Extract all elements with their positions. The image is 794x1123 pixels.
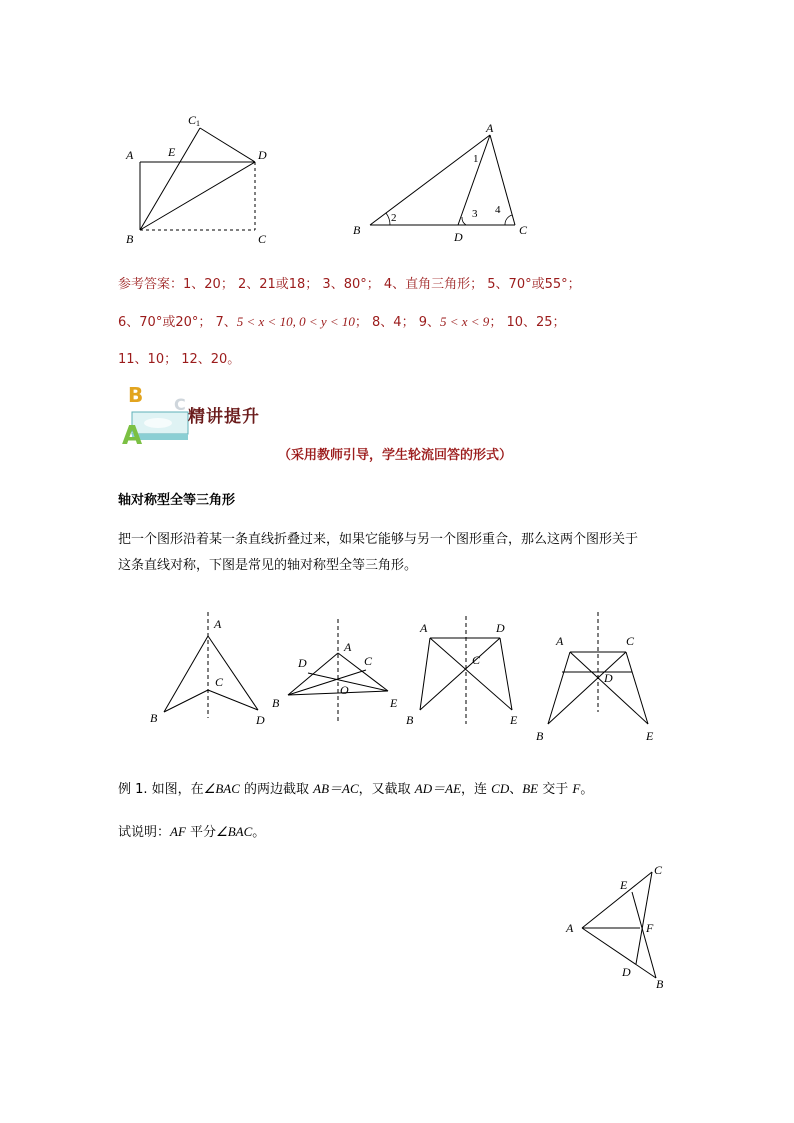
abc-book-icon bbox=[118, 380, 190, 450]
example-text-1: 的两边截取 bbox=[239, 782, 314, 797]
topic-heading: 轴对称型全等三角形 bbox=[118, 493, 236, 508]
answers-line-1: 参考答案：1、20； 2、21或18； 3、80°； 4、直角三角形； 5、70°或55°； bbox=[118, 277, 581, 292]
answers-line-2 bbox=[118, 303, 678, 341]
example-eq-1: AB＝AC bbox=[313, 781, 359, 796]
section-title: 精讲提升 bbox=[188, 407, 260, 427]
label-d: D bbox=[496, 621, 505, 635]
answers-line-3: 11、10； 12、20。 bbox=[118, 352, 241, 367]
figure-example-1 bbox=[560, 858, 680, 998]
example-text-2: ，又截取 bbox=[358, 782, 415, 797]
logo-letter-a: A bbox=[122, 421, 143, 450]
label-a: A bbox=[566, 921, 574, 935]
answers-7-math: 5 < x < 10, 0 < y < 10 bbox=[236, 314, 355, 329]
example-end: 。 bbox=[580, 782, 594, 797]
label-d: D bbox=[256, 713, 265, 727]
label-c1-sub: 1 bbox=[196, 119, 200, 128]
example-seg-be: BE bbox=[522, 781, 539, 796]
label-e: E bbox=[168, 145, 176, 159]
angle-2: 2 bbox=[391, 212, 397, 224]
label-a: A bbox=[344, 640, 352, 654]
symmetric-figure-2 bbox=[268, 615, 408, 730]
label-b: B bbox=[126, 232, 134, 246]
prove-prefix: 试说明： bbox=[118, 825, 171, 840]
prove-seg: AF bbox=[170, 824, 186, 839]
section-subtitle: （采用教师引导，学生轮流回答的形式） bbox=[278, 448, 513, 463]
symmetric-figure-3 bbox=[400, 612, 535, 734]
example-1-question bbox=[118, 821, 265, 840]
label-o: O bbox=[340, 683, 349, 697]
example-1-statement bbox=[118, 778, 593, 797]
label-e: E bbox=[510, 713, 518, 727]
label-c: C bbox=[364, 654, 373, 668]
label-e: E bbox=[646, 729, 654, 743]
label-f: F bbox=[646, 921, 654, 935]
label-d: D bbox=[604, 671, 613, 685]
label-c: C bbox=[654, 863, 663, 877]
label-e: E bbox=[390, 696, 398, 710]
example-point-f: F bbox=[572, 781, 581, 796]
answers-6-7: 6、70°或20°； 7、 bbox=[118, 315, 237, 330]
label-c: C bbox=[472, 653, 481, 667]
angle-1: 1 bbox=[473, 153, 479, 165]
label-b: B bbox=[536, 729, 544, 743]
label-a: A bbox=[420, 621, 428, 635]
label-b: B bbox=[656, 977, 664, 991]
prove-mid: 平分 bbox=[185, 825, 217, 840]
label-c: C bbox=[626, 634, 635, 648]
definition-paragraph bbox=[118, 527, 688, 579]
answers-10: ； 10、25； bbox=[489, 315, 566, 330]
answers-9-math: 5 < x < 9 bbox=[439, 314, 490, 329]
symmetric-figure-1 bbox=[140, 608, 270, 733]
label-d: D bbox=[258, 148, 267, 162]
prove-angle: ∠BAC bbox=[216, 824, 253, 839]
paragraph-line-1: 把一个图形沿着某一条直线折叠过来，如果它能够与另一个图形重合，那么这两个图形关于 bbox=[118, 532, 639, 547]
angle-4: 4 bbox=[495, 204, 501, 216]
label-b: B bbox=[406, 713, 414, 727]
label-a: A bbox=[126, 148, 134, 162]
label-b: B bbox=[272, 696, 280, 710]
example-sep: 、 bbox=[509, 782, 523, 797]
example-angle: ∠BAC bbox=[203, 781, 240, 796]
label-a: A bbox=[556, 634, 564, 648]
example-seg-cd: CD bbox=[491, 781, 510, 796]
figure-rectangle bbox=[110, 110, 300, 250]
logo-letter-b: B bbox=[128, 383, 144, 407]
label-d: D bbox=[454, 230, 463, 244]
example-eq-2: AD＝AE bbox=[414, 781, 462, 796]
label-d: D bbox=[298, 656, 307, 670]
example-prefix: 例 1. 如图，在 bbox=[118, 782, 204, 797]
angle-3: 3 bbox=[472, 208, 478, 220]
label-c: C bbox=[519, 223, 528, 237]
label-b: B bbox=[150, 711, 158, 725]
example-text-3: ，连 bbox=[461, 782, 492, 797]
label-a: A bbox=[214, 617, 222, 631]
label-c: C bbox=[258, 232, 267, 246]
answers-8-9: ； 8、4； 9、 bbox=[354, 315, 440, 330]
symmetric-figure-4 bbox=[530, 612, 665, 747]
figure-triangle-angles bbox=[345, 115, 545, 245]
paragraph-line-2: 这条直线对称，下图是常见的轴对称型全等三角形。 bbox=[118, 558, 418, 573]
reference-answers bbox=[118, 266, 678, 378]
label-a: A bbox=[486, 121, 494, 135]
label-c: C bbox=[215, 675, 224, 689]
label-b: B bbox=[353, 223, 361, 237]
label-d: D bbox=[622, 965, 631, 979]
prove-end: 。 bbox=[252, 825, 266, 840]
label-e: E bbox=[620, 878, 628, 892]
example-text-4: 交于 bbox=[538, 782, 573, 797]
logo-letter-c: C bbox=[174, 395, 186, 414]
label-c1: C bbox=[188, 113, 197, 127]
